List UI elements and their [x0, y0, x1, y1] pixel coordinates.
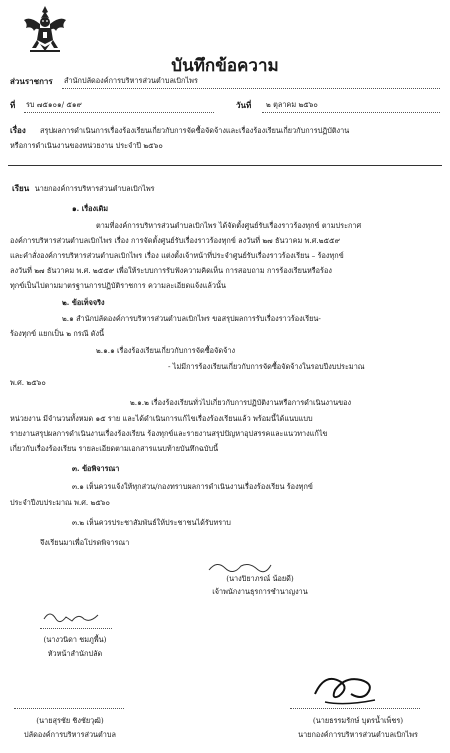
date-underline	[262, 112, 440, 113]
agency-label: ส่วนราชการ	[10, 76, 53, 86]
subject-label: เรื่อง	[10, 125, 26, 135]
section-2-line-2: ร้องทุกข์ แยกเป็น ๒ กรณี ดังนี้	[10, 329, 105, 338]
agency-value: สำนักปลัดองค์การบริหารส่วนตำบลเบิกไพร	[64, 76, 198, 85]
agency-underline	[62, 88, 440, 89]
staff-name: (นางปิยาภรณ์ น้อยดี)	[226, 574, 294, 583]
subject-line-1: สรุปผลการดำเนินการเรื่องร้องเรียนเกี่ยวกับการจัดซื้อจัดจ้างและเรื่องร้องเรียนเกี่ยวกับการปฏิบัติงาน	[40, 126, 350, 135]
section-2-1-2-line-3: รายงานสรุปผลการดำเนินงานเรื่องร้องเรียน ร้องทุกข์และรายงานสรุปปัญหาอุปสรรคและแนวทางแก้ไข	[10, 429, 328, 438]
section-1-line-1: ตามที่องค์การบริหารส่วนตำบลเบิกไพร ได้จัดตั้งศูนย์รับเรื่องราวร้องทุกข์ ตามประกาศ	[96, 221, 362, 230]
section-1-heading: ๑. เรื่องเดิม	[72, 204, 109, 213]
mayor-signature-line	[290, 708, 420, 709]
section-3-heading: ๓. ข้อพิจารณา	[72, 464, 120, 473]
deputy-signature-line	[14, 708, 124, 709]
section-2-1-1-line-1: ๒.๑.๑ เรื่องร้องเรียนเกี่ยวกับการจัดซื้อจัดจ้าง	[96, 346, 236, 355]
to-label: เรียน	[12, 183, 30, 193]
section-1-line-2: องค์การบริหารส่วนตำบลเบิกไพร เรื่อง การจัดตั้งศูนย์รับเรื่องราวร้องทุกข์ ลงวันที่ ๒๗ ธันวาคม พ.ศ.๒๕๕๙	[10, 236, 340, 245]
deputy-title: ปลัดองค์การบริหารส่วนตำบล	[24, 730, 116, 739]
deputy-name: (นายสุรชัย ชิงชัยวุฒิ)	[36, 716, 104, 725]
subject-line-2: หรือการดำเนินงานของหน่วยงาน ประจำปี ๒๕๖๐	[10, 141, 163, 150]
section-1-line-4: ลงวันที่ ๒๗ ธันวาคม พ.ศ. ๒๕๕๙ เพื่อให้ระบบการรับฟังความคิดเห็น การสอบถาม การร้องเรียนหรือร้อง	[10, 266, 332, 275]
memo-title: บันทึกข้อความ	[171, 56, 279, 76]
chief-title: หัวหน้าสำนักปลัด	[47, 649, 103, 658]
chief-signature-line	[40, 628, 112, 629]
section-3-1-line-1: ๓.๑ เห็นควรแจ้งให้ทุกส่วน/กองทราบผลการดำเนินงานเรื่องร้องเรียน ร้องทุกข์	[72, 482, 313, 491]
mayor-signature-mark	[305, 664, 385, 708]
section-2-1-2-line-4: เกี่ยวกับเรื่องร้องเรียน รายละเอียดตามเอกสารแนบท้ายบันทึกฉบับนี้	[10, 444, 219, 453]
closing-line: จึงเรียนมาเพื่อโปรดพิจารณา	[40, 538, 130, 547]
chief-name: (นางวนิดา ชมภูพื้น)	[43, 635, 107, 644]
mayor-title: นายกองค์การบริหารส่วนตำบลเบิกไพร	[298, 730, 418, 739]
section-2-1-1-line-2: - ไม่มีการร้องเรียนเกี่ยวกับการจัดซื้อจัดจ้างในรอบปีงบประมาณ	[168, 362, 365, 371]
header-divider	[8, 165, 442, 166]
to-line	[12, 183, 155, 194]
section-2-1-2-line-2: หน่วยงาน มีจำนวนทั้งหมด ๑๕ ราย และได้ดำเนินการแก้ไขเรื่องร้องเรียนแล้ว พร้อมนี้ได้แนบแบบ	[10, 414, 313, 423]
section-1-line-3: และคำสั่งองค์การบริหารส่วนตำบลเบิกไพร เรื่อง แต่งตั้งเจ้าหน้าที่ประจำศูนย์รับเรื่องราวร้องเรียน – ร้องทุกข์	[10, 251, 344, 260]
section-1-line-5: ทุกข์เป็นไปตามมาตรฐานการปฏิบัติราชการ ความละเอียดแจ้งแล้วนั้น	[10, 281, 226, 290]
section-2-1-1-line-3: พ.ศ. ๒๕๖๐	[10, 378, 46, 387]
ref-value: รบ ๗๕๑๐๑/ ๕๑๙	[26, 100, 82, 109]
section-2-heading: ๒. ข้อเท็จจริง	[62, 298, 105, 307]
section-2-line-1: ๒.๑ สำนักปลัดองค์การบริหารส่วนตำบลเบิกไพร ขอสรุปผลการรับเรื่องราวร้องเรียน-	[62, 314, 321, 323]
ref-label: ที่	[10, 100, 16, 110]
ref-underline	[24, 112, 214, 113]
section-3-1-line-2: ประจำปีงบประมาณ พ.ศ. ๒๕๖๐	[10, 498, 110, 507]
section-3-2: ๓.๒ เห็นควรประชาสัมพันธ์ให้ประชาชนได้รับทราบ	[72, 518, 231, 527]
date-value: ๒ ตุลาคม ๒๕๖๐	[266, 100, 318, 109]
chief-signature-mark	[40, 607, 104, 629]
garuda-emblem-icon	[22, 4, 68, 54]
staff-title: เจ้าพนักงานธุรการชำนาญงาน	[212, 587, 308, 596]
date-label: วันที่	[236, 100, 252, 110]
to-value: นายกองค์การบริหารส่วนตำบลเบิกไพร	[34, 184, 155, 193]
section-2-1-2-line-1: ๒.๑.๒ เรื่องร้องเรียนทั่วไปเกี่ยวกับการปฏิบัติงานหรือการดำเนินงานของ	[130, 398, 352, 407]
mayor-name: (นายธรรมรักษ์ บุตรน้ำเพ็ชร)	[312, 716, 404, 725]
